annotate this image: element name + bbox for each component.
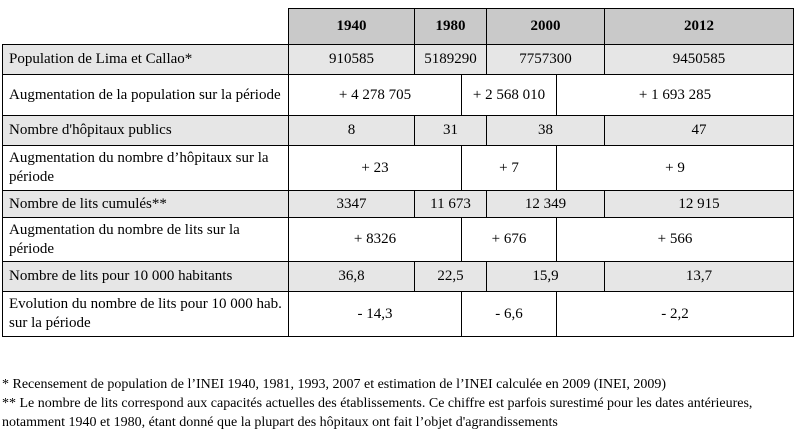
value-cell: 22,5	[415, 262, 487, 292]
value-cell: - 2,2	[557, 292, 794, 337]
row-label: Augmentation du nombre d’hôpitaux sur la période	[3, 146, 289, 191]
row-label: Nombre d'hôpitaux publics	[3, 116, 289, 146]
value-cell: - 6,6	[462, 292, 557, 337]
value-cell: + 676	[462, 218, 557, 262]
table-row-beds-per-10000	[3, 262, 794, 292]
table-row-pop-increase	[3, 75, 794, 116]
value-cell: 31	[415, 116, 487, 146]
value-cell: 13,7	[605, 262, 794, 292]
value-cell: 9450585	[605, 45, 794, 75]
header-row	[3, 9, 794, 45]
value-cell: + 8326	[289, 218, 462, 262]
hospital-data-table	[2, 8, 794, 337]
footnote-census: * Recensement de population de l’INEI 1940, 1981, 1993, 2007 et estimation de l’INEI calculée en 2009 (INEI, 2009)	[2, 377, 667, 392]
value-cell: 11 673	[415, 191, 487, 218]
table-row-hospitals	[3, 116, 794, 146]
value-cell: 910585	[289, 45, 415, 75]
year-header-2000: 2000	[487, 9, 605, 45]
year-header-1980: 1980	[415, 9, 487, 45]
value-cell: + 566	[557, 218, 794, 262]
year-header-1940: 1940	[289, 9, 415, 45]
value-cell: + 9	[557, 146, 794, 191]
header-corner	[3, 9, 289, 45]
table-row-beds	[3, 191, 794, 218]
value-cell: 3347	[289, 191, 415, 218]
table-row-beds-increase	[3, 218, 794, 262]
value-cell: 47	[605, 116, 794, 146]
table-row-hospitals-increase	[3, 146, 794, 191]
value-cell: 36,8	[289, 262, 415, 292]
value-cell: + 4 278 705	[289, 75, 462, 116]
footnote-beds: ** Le nombre de lits correspond aux capacités actuelles des établissements. Ce chiffre est parfois surestimé pour les dates antérieures, notamment 1940 et 1980, étant donné que la plupart des hôpitaux ont fait l’objet d'agrandissements	[2, 396, 753, 430]
footnotes	[2, 375, 794, 432]
row-label: Augmentation du nombre de lits sur la période	[3, 218, 289, 262]
value-cell: + 23	[289, 146, 462, 191]
value-cell: + 2 568 010	[462, 75, 557, 116]
row-label: Nombre de lits cumulés**	[3, 191, 289, 218]
value-cell: 38	[487, 116, 605, 146]
row-label: Population de Lima et Callao*	[3, 45, 289, 75]
value-cell: 12 915	[605, 191, 794, 218]
value-cell: 7757300	[487, 45, 605, 75]
value-cell: + 1 693 285	[557, 75, 794, 116]
table-row-beds-evolution	[3, 292, 794, 337]
table-row-population	[3, 45, 794, 75]
value-cell: 15,9	[487, 262, 605, 292]
value-cell: 8	[289, 116, 415, 146]
value-cell: 12 349	[487, 191, 605, 218]
row-label: Augmentation de la population sur la période	[3, 75, 289, 116]
row-label: Evolution du nombre de lits pour 10 000 hab. sur la période	[3, 292, 289, 337]
value-cell: + 7	[462, 146, 557, 191]
year-header-2012: 2012	[605, 9, 794, 45]
value-cell: - 14,3	[289, 292, 462, 337]
value-cell: 5189290	[415, 45, 487, 75]
row-label: Nombre de lits pour 10 000 habitants	[3, 262, 289, 292]
